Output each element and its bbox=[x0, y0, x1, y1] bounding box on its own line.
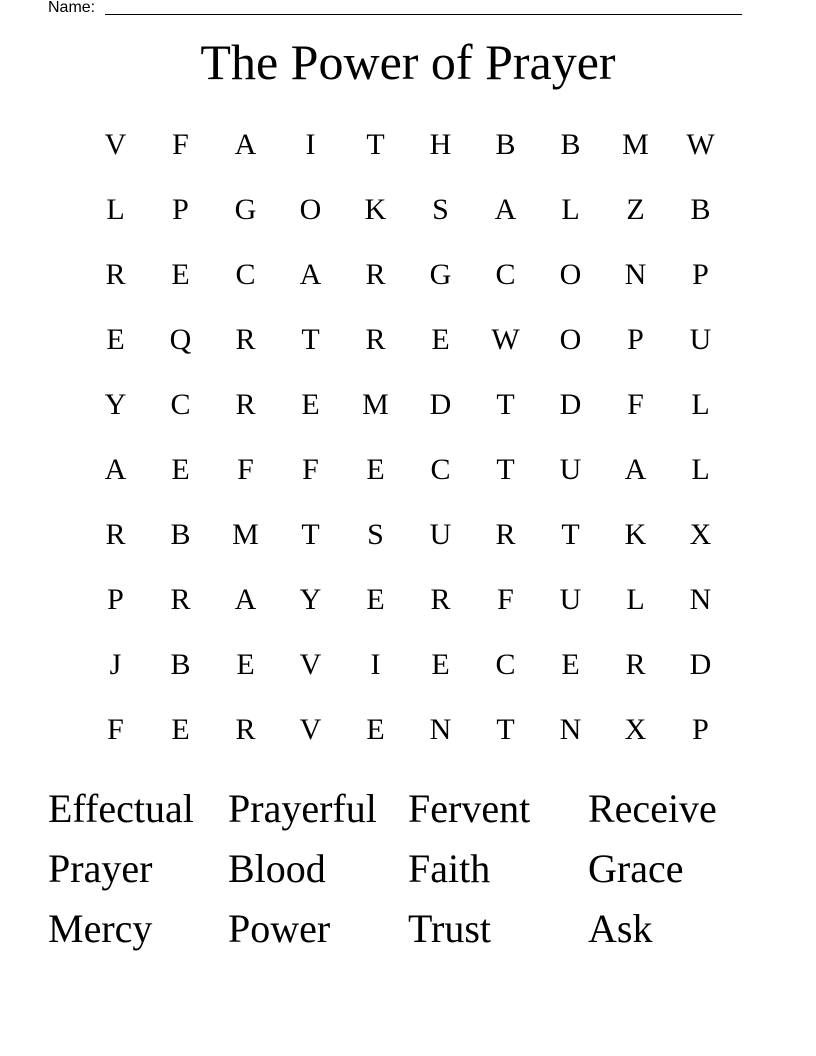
page-title: The Power of Prayer bbox=[200, 34, 616, 90]
grid-letter[interactable]: C bbox=[495, 648, 516, 681]
grid-letter[interactable]: G bbox=[429, 258, 452, 291]
grid-letter[interactable]: F bbox=[237, 453, 254, 486]
grid-letter[interactable]: T bbox=[496, 713, 515, 746]
grid-letter[interactable]: Z bbox=[626, 193, 645, 226]
grid-letter[interactable]: F bbox=[627, 388, 644, 421]
grid-letter[interactable]: R bbox=[365, 258, 386, 291]
grid-letter[interactable]: X bbox=[624, 713, 647, 746]
grid-letter[interactable]: T bbox=[496, 388, 515, 421]
letter-grid bbox=[83, 112, 733, 762]
word-bank-item: Effectual bbox=[48, 786, 194, 831]
grid-letter[interactable]: L bbox=[561, 193, 580, 226]
grid-letter[interactable]: N bbox=[689, 583, 712, 616]
grid-letter[interactable]: E bbox=[171, 713, 190, 746]
grid-letter[interactable]: R bbox=[625, 648, 646, 681]
grid-letter[interactable]: R bbox=[430, 583, 451, 616]
grid-letter[interactable]: R bbox=[235, 713, 256, 746]
grid-letter[interactable]: R bbox=[105, 258, 126, 291]
grid-letter[interactable]: E bbox=[106, 323, 125, 356]
grid-letter[interactable]: V bbox=[104, 128, 127, 161]
grid-letter[interactable]: Y bbox=[299, 583, 322, 616]
word-bank-item: Prayerful bbox=[228, 786, 377, 831]
grid-letter[interactable]: R bbox=[365, 323, 386, 356]
grid-letter[interactable]: O bbox=[299, 193, 322, 226]
grid-letter[interactable]: C bbox=[495, 258, 516, 291]
grid-letter[interactable]: U bbox=[689, 323, 712, 356]
grid-letter[interactable]: D bbox=[429, 388, 452, 421]
grid-letter[interactable]: P bbox=[627, 323, 644, 356]
grid-letter[interactable]: L bbox=[626, 583, 645, 616]
word-bank bbox=[48, 780, 788, 960]
grid-letter[interactable]: B bbox=[690, 193, 711, 226]
grid-letter[interactable]: T bbox=[496, 453, 515, 486]
word-bank-item: Receive bbox=[588, 786, 717, 831]
grid-letter[interactable]: C bbox=[235, 258, 256, 291]
grid-letter[interactable]: E bbox=[366, 453, 385, 486]
grid-letter[interactable]: B bbox=[560, 128, 581, 161]
name-label: Name: bbox=[48, 0, 96, 16]
grid-letter[interactable]: D bbox=[689, 648, 712, 681]
grid-letter[interactable]: U bbox=[429, 518, 452, 551]
grid-letter[interactable]: E bbox=[171, 258, 190, 291]
grid-letter[interactable]: O bbox=[559, 258, 582, 291]
grid-letter[interactable]: L bbox=[691, 388, 710, 421]
grid-letter[interactable]: I bbox=[370, 648, 381, 681]
grid-letter[interactable]: O bbox=[559, 323, 582, 356]
grid-letter[interactable]: L bbox=[106, 193, 125, 226]
grid-letter[interactable]: R bbox=[235, 323, 256, 356]
grid-letter[interactable]: P bbox=[692, 258, 709, 291]
grid-letter[interactable]: T bbox=[366, 128, 385, 161]
grid-letter[interactable]: R bbox=[235, 388, 256, 421]
grid-letter[interactable]: P bbox=[172, 193, 189, 226]
grid-letter[interactable]: T bbox=[301, 518, 320, 551]
grid-letter[interactable]: B bbox=[170, 648, 191, 681]
grid-letter[interactable]: S bbox=[432, 193, 449, 226]
grid-letter[interactable]: X bbox=[689, 518, 712, 551]
grid-letter[interactable]: A bbox=[299, 258, 322, 291]
grid-letter[interactable]: G bbox=[234, 193, 257, 226]
grid-letter[interactable]: A bbox=[104, 453, 127, 486]
grid-letter[interactable]: W bbox=[491, 323, 520, 356]
grid-letter[interactable]: E bbox=[301, 388, 320, 421]
grid-letter[interactable]: R bbox=[495, 518, 516, 551]
grid-letter[interactable]: P bbox=[107, 583, 124, 616]
grid-letter[interactable]: E bbox=[561, 648, 580, 681]
grid-letter[interactable]: A bbox=[234, 128, 257, 161]
word-bank-item: Prayer bbox=[48, 846, 153, 891]
grid-letter[interactable]: N bbox=[624, 258, 647, 291]
word-bank-item: Grace bbox=[588, 846, 684, 891]
grid-letter[interactable]: T bbox=[301, 323, 320, 356]
grid-letter[interactable]: B bbox=[495, 128, 516, 161]
grid-letter[interactable]: M bbox=[622, 128, 649, 161]
grid-letter[interactable]: A bbox=[234, 583, 257, 616]
grid-letter[interactable]: M bbox=[362, 388, 389, 421]
grid-letter[interactable]: W bbox=[686, 128, 715, 161]
grid-letter[interactable]: K bbox=[364, 193, 387, 226]
grid-letter[interactable]: T bbox=[561, 518, 580, 551]
grid-letter[interactable]: B bbox=[170, 518, 191, 551]
word-bank-item: Fervent bbox=[408, 786, 531, 831]
grid-letter[interactable]: U bbox=[559, 453, 582, 486]
grid-letter[interactable]: E bbox=[431, 323, 450, 356]
grid-letter[interactable]: I bbox=[305, 128, 316, 161]
grid-letter[interactable]: S bbox=[367, 518, 384, 551]
grid-letter[interactable]: E bbox=[236, 648, 255, 681]
grid-letter[interactable]: E bbox=[366, 713, 385, 746]
word-bank-item: Ask bbox=[588, 906, 653, 951]
grid-letter[interactable]: F bbox=[172, 128, 189, 161]
grid-letter[interactable]: C bbox=[430, 453, 451, 486]
grid-letter[interactable]: K bbox=[624, 518, 647, 551]
grid-letter[interactable]: Y bbox=[104, 388, 127, 421]
word-bank-item: Trust bbox=[408, 906, 492, 951]
grid-letter[interactable]: R bbox=[105, 518, 126, 551]
grid-letter[interactable]: F bbox=[497, 583, 514, 616]
grid-letter[interactable]: N bbox=[559, 713, 582, 746]
grid-letter[interactable]: V bbox=[299, 713, 322, 746]
grid-letter[interactable]: Q bbox=[169, 323, 192, 356]
name-field bbox=[48, 0, 748, 18]
grid-letter[interactable]: A bbox=[494, 193, 517, 226]
grid-letter[interactable]: J bbox=[109, 648, 122, 681]
grid-letter[interactable]: V bbox=[299, 648, 322, 681]
word-bank-item: Blood bbox=[228, 846, 326, 891]
grid-letter[interactable]: U bbox=[559, 583, 582, 616]
grid-letter[interactable]: E bbox=[366, 583, 385, 616]
grid-letter[interactable]: P bbox=[692, 713, 709, 746]
word-bank-item: Faith bbox=[408, 846, 491, 891]
grid-letter[interactable]: E bbox=[171, 453, 190, 486]
grid-letter[interactable]: F bbox=[107, 713, 124, 746]
grid-letter[interactable]: A bbox=[624, 453, 647, 486]
grid-letter[interactable]: E bbox=[431, 648, 450, 681]
word-bank-item: Power bbox=[228, 906, 331, 951]
grid-letter[interactable]: F bbox=[302, 453, 319, 486]
grid-letter[interactable]: H bbox=[429, 128, 452, 161]
grid-letter[interactable]: R bbox=[170, 583, 191, 616]
grid-letter[interactable]: L bbox=[691, 453, 710, 486]
name-underline bbox=[105, 14, 742, 15]
grid-letter[interactable]: N bbox=[429, 713, 452, 746]
grid-letter[interactable]: D bbox=[559, 388, 582, 421]
word-bank-item: Mercy bbox=[48, 906, 153, 951]
grid-letter[interactable]: C bbox=[170, 388, 191, 421]
grid-letter[interactable]: M bbox=[232, 518, 259, 551]
